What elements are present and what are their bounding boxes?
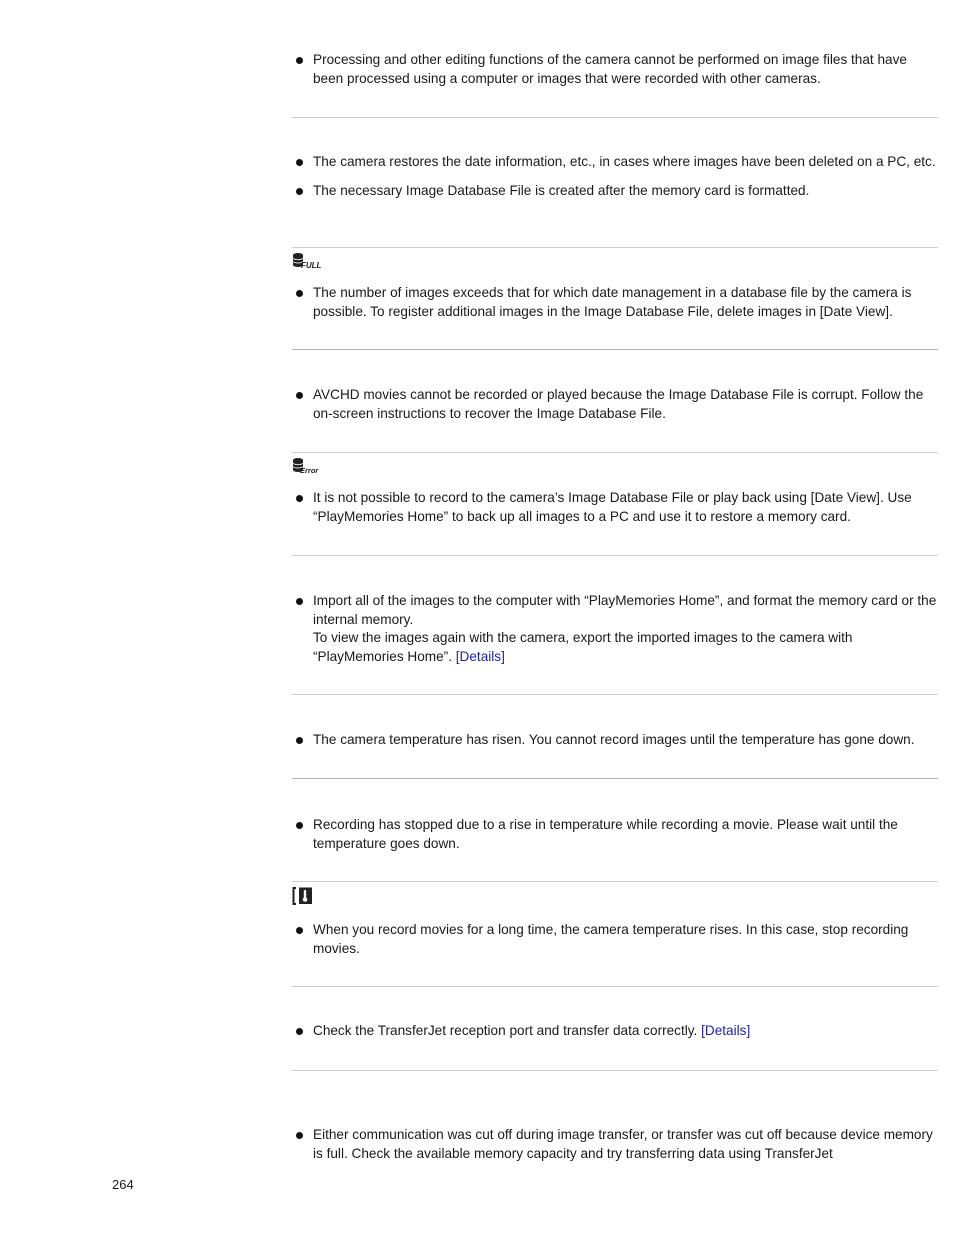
bullet-item: Recording has stopped due to a rise in temperature while recording a movie. Please wait until the temperature goes down. bbox=[292, 816, 938, 853]
note-section bbox=[292, 153, 938, 200]
divider bbox=[292, 117, 938, 118]
bullet-item: Import all of the images to the computer with “PlayMemories Home”, and format the memory card or the internal memory. To view the images again with the camera, export the imported images to the camera with “PlayMemories Home”. [Details] bbox=[292, 592, 938, 666]
divider bbox=[292, 778, 938, 779]
divider bbox=[292, 986, 938, 987]
bullet-item: AVCHD movies cannot be recorded or played because the Image Database File is corrupt. Follow the on-screen instructions to recover the Image Database File. bbox=[292, 386, 938, 423]
note-section bbox=[292, 731, 938, 750]
note-section bbox=[292, 284, 938, 321]
divider bbox=[292, 247, 938, 248]
svg-text:Error: Error bbox=[300, 466, 319, 475]
bullet-item: Either communication was cut off during image transfer, or transfer was cut off because device memory is full. Check the available memory capacity and try transferring data using TransferJet bbox=[292, 1126, 938, 1163]
bullet-item: Processing and other editing functions of the camera cannot be performed on image files that have been processed using a computer or images that were recorded with other cameras. bbox=[292, 51, 938, 88]
divider bbox=[292, 555, 938, 556]
database-error-icon bbox=[292, 457, 322, 480]
details-link[interactable]: [Details] bbox=[455, 648, 505, 664]
details-link[interactable]: [Details] bbox=[701, 1023, 751, 1038]
note-section bbox=[292, 816, 938, 853]
divider bbox=[292, 694, 938, 695]
divider bbox=[292, 881, 938, 882]
bullet-item: Check the TransferJet reception port and transfer data correctly. [Details] bbox=[292, 1022, 938, 1041]
bullet-item: The camera temperature has risen. You cannot record images until the temperature has gone down. bbox=[292, 731, 938, 750]
bullet-item: The number of images exceeds that for which date management in a database file by the camera is possible. To register additional images in the Image Database File, delete images in [Date View]. bbox=[292, 284, 938, 321]
database-full-icon bbox=[292, 252, 322, 275]
note-section bbox=[292, 592, 938, 666]
bullet-item: When you record movies for a long time, the camera temperature rises. In this case, stop recording movies. bbox=[292, 921, 938, 958]
page-number: 264 bbox=[112, 1177, 134, 1192]
note-section bbox=[292, 1126, 938, 1163]
bullet-item: The necessary Image Database File is created after the memory card is formatted. bbox=[292, 182, 938, 201]
bullet-item: The camera restores the date information, etc., in cases where images have been deleted on a PC, etc. bbox=[292, 153, 938, 172]
svg-text:FULL: FULL bbox=[301, 261, 322, 270]
note-section bbox=[292, 1022, 938, 1041]
note-section bbox=[292, 489, 938, 526]
note-section bbox=[292, 51, 938, 88]
divider bbox=[292, 1070, 938, 1071]
bullet-item: It is not possible to record to the camera’s Image Database File or play back using [Date View]. Use “PlayMemories Home” to back up all images to a PC and use it to restore a memory card. bbox=[292, 489, 938, 526]
divider bbox=[292, 452, 938, 453]
temperature-warning-icon bbox=[292, 886, 314, 911]
note-section bbox=[292, 386, 938, 423]
note-section bbox=[292, 921, 938, 958]
divider bbox=[292, 349, 938, 350]
